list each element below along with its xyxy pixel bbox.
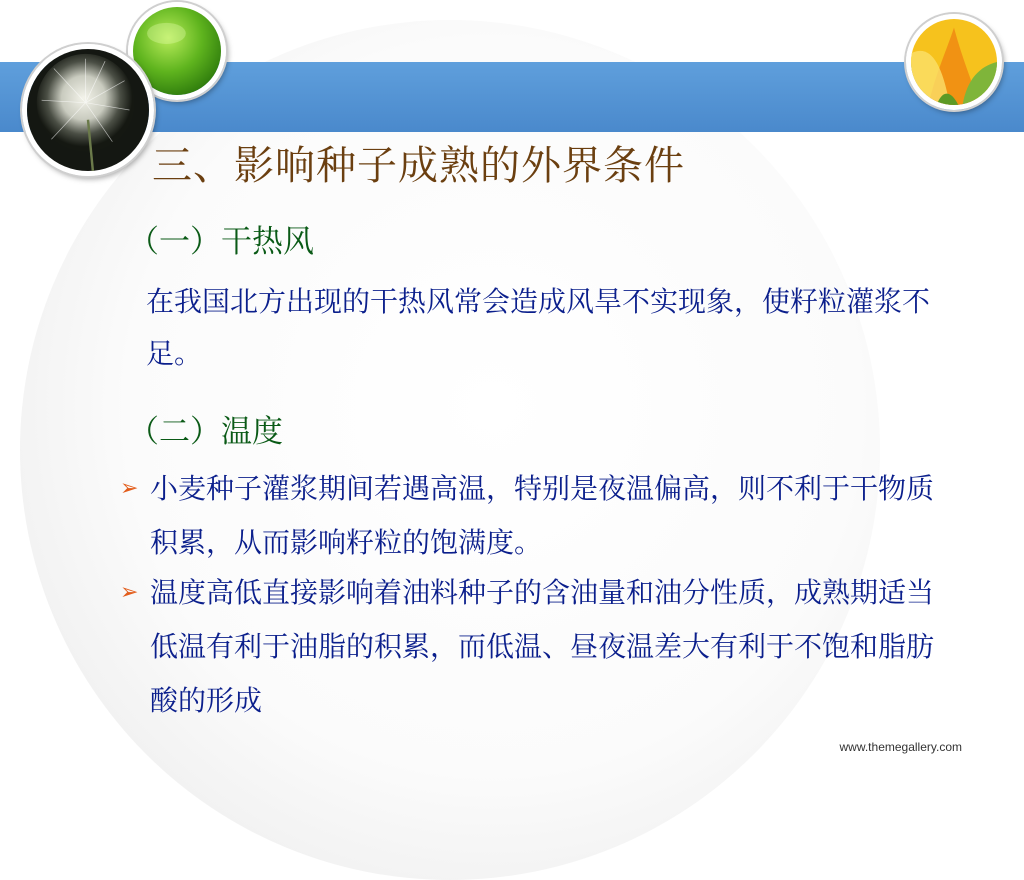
arrow-bullet-icon: ➢	[120, 580, 139, 605]
bullet-item	[120, 566, 950, 728]
bullet-item	[120, 462, 950, 570]
dandelion-image	[27, 49, 149, 171]
yellow-flower-image	[911, 19, 997, 105]
bullet-text: 小麦种子灌浆期间若遇高温，特别是夜温偏高，则不利于干物质积累，从而影响籽粒的饱满度。	[150, 472, 935, 559]
dandelion-photo	[22, 44, 154, 176]
yellow-flower-photo	[906, 14, 1002, 110]
slide-title: 三、影响种子成熟的外界条件	[152, 143, 685, 189]
section-paragraph: 在我国北方出现的干热风常会造成风旱不实现象，使籽粒灌浆不足。	[146, 285, 931, 370]
section-heading-dry-hot-wind: （一）干热风	[128, 224, 314, 260]
section-heading-temperature: （二）温度	[128, 414, 283, 450]
bullet-text: 温度高低直接影响着油料种子的含油量和油分性质，成熟期适当低温有利于油脂的积累，而低温、昼夜温差大有利于不饱和脂肪酸的形成	[150, 576, 935, 717]
footer-url: www.themegallery.com	[839, 740, 962, 754]
arrow-bullet-icon: ➢	[120, 476, 139, 501]
